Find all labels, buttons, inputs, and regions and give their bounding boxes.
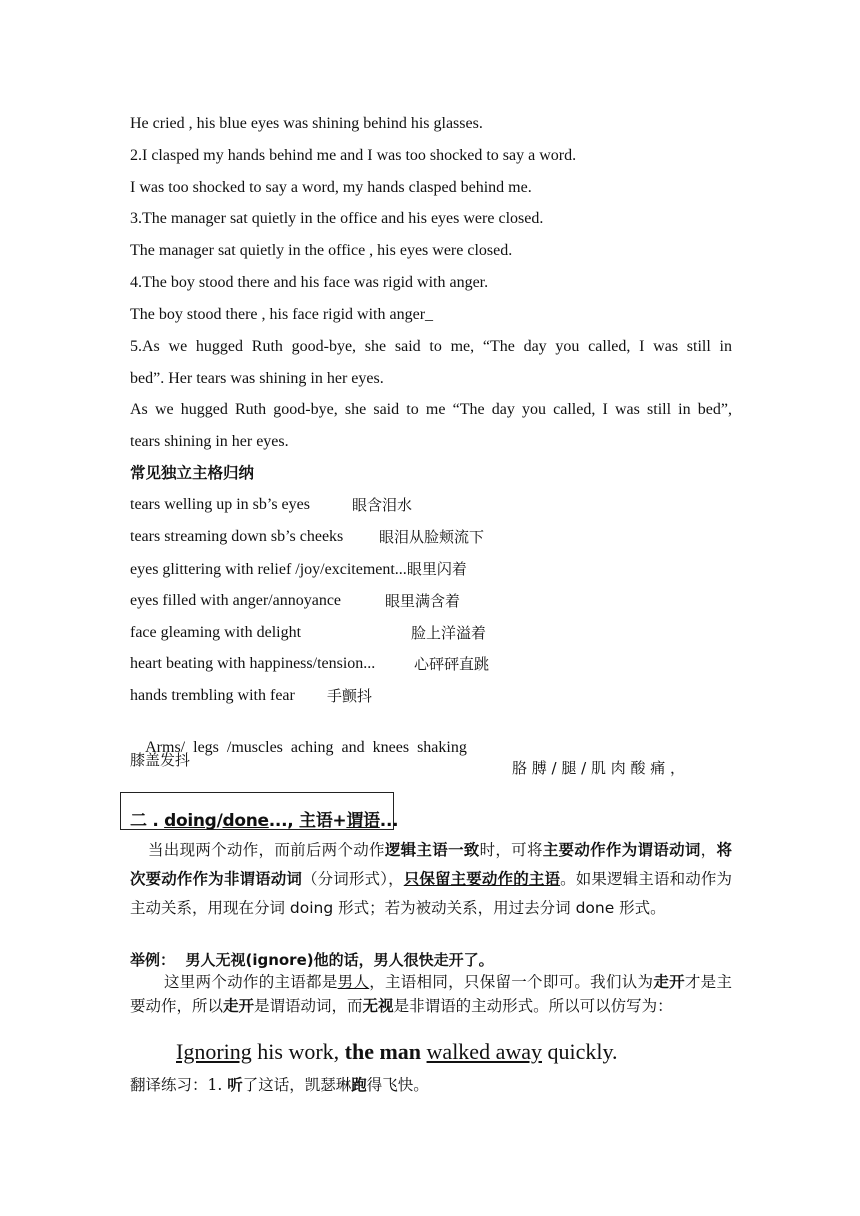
rule-emphasis: 只保留主要动作的主语 [403,870,561,888]
model-word: quickly. [542,1039,618,1064]
example-line-3: I was too shocked to say a word, my hands clasped behind me. [130,179,532,196]
expression-item [130,623,732,643]
example-label: 举例： [130,951,176,969]
explain-emphasis: 无视 [362,997,394,1015]
expression-en: hands trembling with fear [130,687,295,704]
expression-en: tears streaming down sb’s cheeks [130,528,344,545]
expression-zh: 眼里闪着 [406,560,467,578]
explain-emphasis: 走开 [653,973,685,991]
rule-text: 时，可将 [479,841,543,859]
example-line-11: tears shining in her eyes. [130,433,289,450]
expression-item [130,527,732,547]
expression-zh: 心砰砰直跳 [414,655,490,673]
summary-heading: 常见独立主格归纳 [130,464,255,482]
section-title-part: doing [164,811,217,831]
expression-item [130,591,732,611]
section-title-part: done [222,811,269,831]
explain-emphasis: 走开 [223,997,255,1015]
practice-emphasis: 跑 [351,1076,367,1094]
practice-text: 了这话，凯瑟琳 [242,1076,352,1094]
rule-text: 当出现两个动作，而前后两个动作 [148,841,385,859]
expression-zh: 脸上洋溢着 [411,624,487,642]
example-line-1: He cried , his blue eyes was shining behind his glasses. [130,115,483,132]
expression-zh: 眼泪从脸颊流下 [379,528,485,546]
section-number: 二 . [130,811,165,831]
expression-en: Arms/ legs /muscles aching and knees shaking [145,739,467,756]
expression-zh: 眼含泪水 [352,496,413,514]
model-word: walked away [426,1039,542,1064]
explain-text: 是非谓语的主动形式。所以可以仿写为： [393,997,673,1015]
rule-text: 。如果逻辑主语和动作为主动关系，用现在分词 doing 形式；若为被动关系，用过去分词 done 形式。 [130,870,732,917]
translation-practice [130,1075,732,1095]
expression-en: eyes filled with anger/annoyance [130,592,342,609]
model-word: his work, [251,1039,345,1064]
explain-text: 才是主要动作，所以 [130,973,732,1015]
expression-en: tears welling up in sb’s eyes [130,496,310,513]
model-word: Ignoring [176,1039,252,1064]
explain-text: 这里两个动作的主语都是 [164,973,338,991]
example-line-6: 4.The boy stood there and his face was rigid with anger. [130,274,489,291]
rule-paragraph [130,836,732,923]
example-line-7: The boy stood there , his face rigid with anger_ [130,306,434,323]
example-line-9: bed”. Her tears was shining in her eyes. [130,370,384,387]
expression-en: face gleaming with delight [130,624,302,641]
model-word: the man [344,1039,422,1064]
expression-zh: 手颤抖 [327,687,373,705]
expression-item [130,654,732,674]
example-heading [130,950,732,970]
example-explanation [130,970,732,1018]
section-title-part: 谓语 [346,811,380,831]
example-line-2: 2.I clasped my hands behind me and I was too shocked to say a word. [130,147,577,164]
expression-zh: 胳 膊 / 腿 / 肌 肉 酸 痛 ， [512,759,686,777]
expression-item [130,686,732,706]
explain-text: 是谓语动词，而 [254,997,363,1015]
rule-emphasis: 主要动作作为谓语动词 [542,841,701,859]
section-title-part: / [216,811,223,831]
example-line-10: As we hugged Ruth good-bye, she said to me “The day you called, I was still in bed”, [130,401,732,418]
explain-emphasis: 男人 [337,973,370,991]
rule-text: ， [700,841,717,859]
expression-en: heart beating with happiness/tension... [130,655,376,672]
model-sentence [176,1038,618,1066]
expression-item [130,559,732,580]
expression-zh-continued: 膝盖发抖 [130,751,191,769]
expression-item [130,495,732,515]
practice-label: 翻译练习：1. [130,1076,228,1094]
section-title-part: ... [379,811,399,831]
example-line-5: The manager sat quietly in the office , his eyes were closed. [130,242,513,259]
rule-text: （分词形式）， [302,870,404,888]
expression-en: eyes glittering with relief /joy/excitement... [130,561,407,578]
section-title-part: ..., 主语+ [268,811,347,831]
example-line-4: 3.The manager sat quietly in the office and his eyes were closed. [130,210,544,227]
expression-zh: 眼里满含着 [385,592,461,610]
practice-emphasis: 听 [227,1076,243,1094]
section-title [130,806,398,831]
rule-emphasis: 逻辑主语一致 [384,841,480,859]
explain-text: ，主语相同，只保留一个即可。我们认为 [369,973,654,991]
practice-text: 得飞快。 [366,1076,429,1094]
example-text: 男人无视(ignore)他的话，男人很快走开了。 [185,951,494,969]
example-line-8: 5.As we hugged Ruth good-bye, she said to me, “The day you called, I was still in [130,338,732,355]
rule-emphasis: 将次要动作作为非谓语动词 [130,841,732,888]
